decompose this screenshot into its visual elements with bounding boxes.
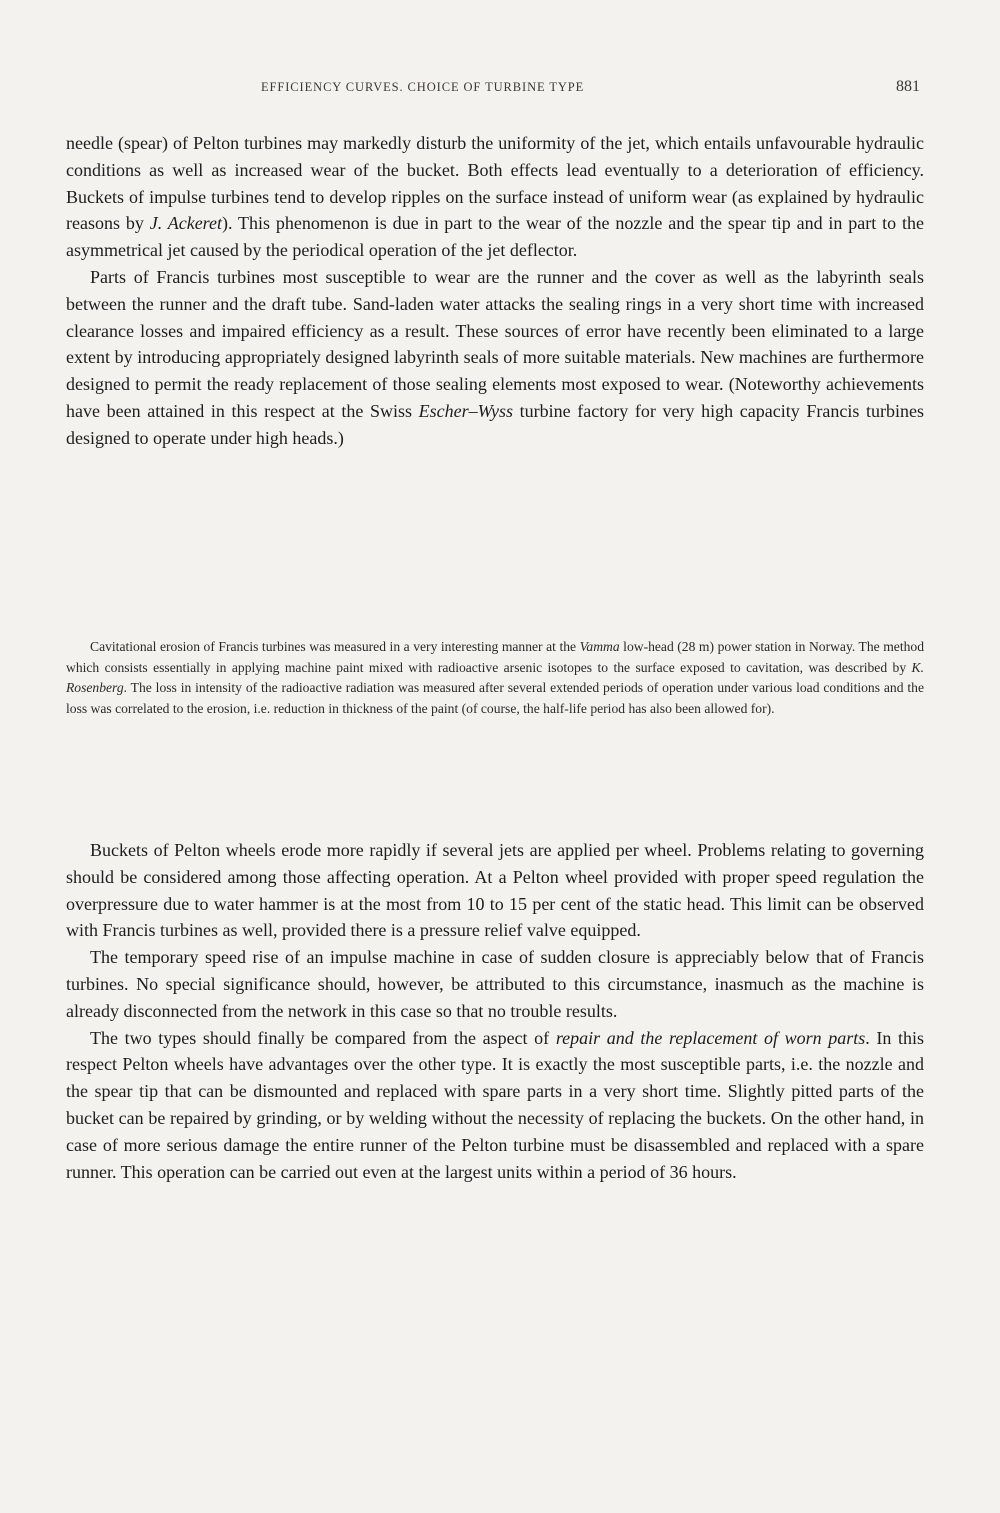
text-run: Cavitational erosion of Francis turbines was measured in a very interesting manner at the xyxy=(90,639,580,654)
text-run: needle (spear) of Pelton turbines may markedly disturb the uniformity of the jet, which entails unfavourable hydraulic conditions as well as increased wear of the bucket. Both effects lead eventually to a deterioration of efficiency. Buckets of impulse turbines tend to develop ripples on the surface instead of uniform wear (as explained by hydraulic reasons by xyxy=(66,133,924,234)
text-run: Parts of Francis turbines most susceptible to wear are the runner and the cover as well as the labyrinth seals between the runner and the draft tube. Sand-laden water attacks the sealing rings in a very short time with increased clearance losses and impaired efficiency as a result. These sources of error have recently been eliminated to a large extent by introducing appropriately designed labyrinth seals of more suitable materials. New machines are furthermore designed to permit the ready replacement of those sealing elements most exposed to wear. (Noteworthy achievements have been attained in this respect at the Swiss xyxy=(66,266,924,421)
paragraph-speed-rise xyxy=(66,944,924,1024)
small-print-note xyxy=(66,637,924,719)
text-run: . In this respect Pelton wheels have advantages over the other type. It is exactly the most susceptible parts, i.e. the nozzle and the spear tip that can be dismounted and replaced with spare parts in a very short time. Slightly pitted parts of the bucket can be repaired by grinding, or by welding without the necessity of replacing the buckets. On the other hand, in case of more serious damage the entire runner of the Pelton turbine must be disassembled and replaced with a spare runner. This operation can be carried out even at the largest units within a period of 36 hours. xyxy=(66,1027,924,1182)
text-run: The two types should finally be compared from the aspect of xyxy=(90,1027,556,1048)
paragraph-repair xyxy=(66,1025,924,1186)
paragraph-pelton-erosion xyxy=(66,837,924,944)
paragraph-francis-wear xyxy=(66,264,924,452)
body-text-upper xyxy=(66,130,924,452)
page-header xyxy=(66,78,926,100)
italic-run: repair and the replacement of worn parts xyxy=(555,1027,866,1048)
text-run: The temporary speed rise of an impulse machine in case of sudden closure is appreciably below that of Francis turbines. No special significance should, however, be attributed to this circumstance, inasmuch as the machine is already disconnected from the network in this case so that no trouble results. xyxy=(66,947,924,1021)
page-number: 881 xyxy=(896,78,920,95)
text-run: turbine factory for very high capacity Francis turbines designed to operate under high heads.) xyxy=(66,400,924,448)
italic-run: K. Rosenberg xyxy=(66,659,924,696)
running-head: EFFICIENCY CURVES. CHOICE OF TURBINE TYPE xyxy=(261,80,585,94)
paragraph-continued xyxy=(66,130,924,264)
italic-run: J. Ackeret xyxy=(149,213,223,234)
italic-run: Vamma xyxy=(579,639,620,654)
text-run: low-head (28 m) power station in Norway. The method which consists essentially in applying machine paint mixed with radioactive arsenic isotopes to the surface exposed to cavitation, was described by xyxy=(66,639,924,675)
body-text-lower xyxy=(66,837,924,1185)
text-run: ). This phenomenon is due in part to the wear of the nozzle and the spear tip and in part to the asymmetrical jet caused by the periodical operation of the jet deflector. xyxy=(66,213,924,261)
text-run: Buckets of Pelton wheels erode more rapidly if several jets are applied per wheel. Problems relating to governing should be considered among those affecting operation. At a Pelton wheel provided with proper speed regulation the overpressure due to water hammer is at the most from 10 to 15 per cent of the static head. This limit can be observed with Francis turbines as well, provided there is a pressure relief valve equipped. xyxy=(66,840,924,941)
text-run: . The loss in intensity of the radioactive radiation was measured after several extended periods of operation under various load conditions and the loss was correlated to the erosion, i.e. reduction in thickness of the paint (of course, the half-life period has also been allowed for). xyxy=(66,680,924,716)
italic-run: Escher–Wyss xyxy=(418,400,513,421)
